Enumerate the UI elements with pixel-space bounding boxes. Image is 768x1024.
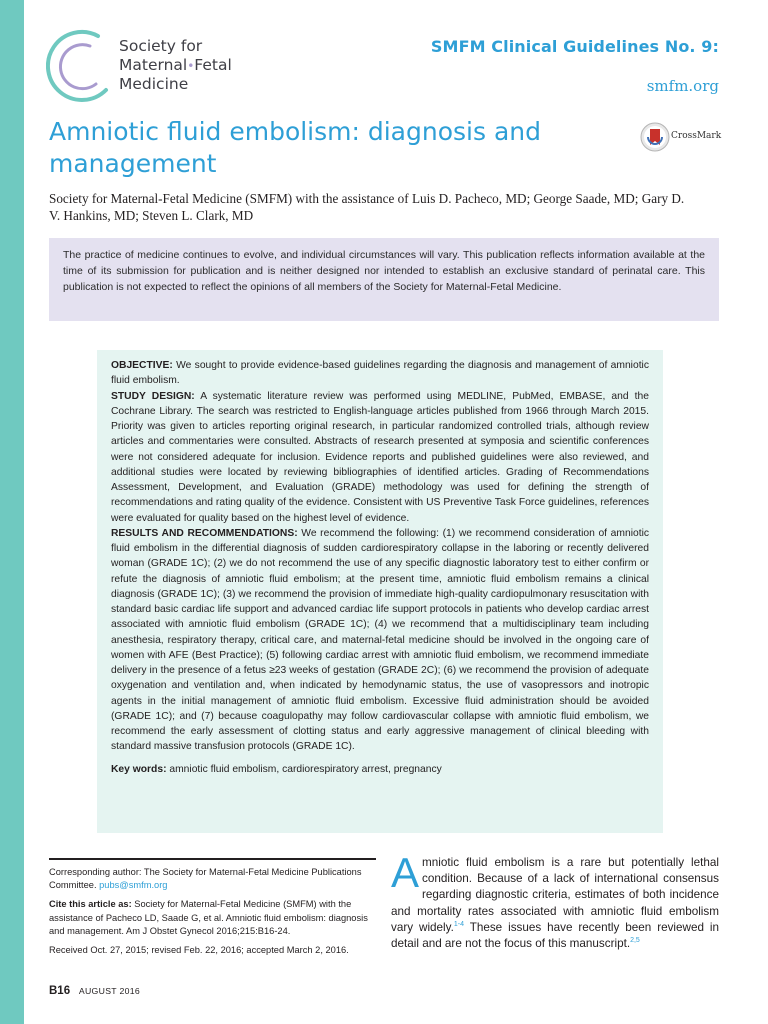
received-dates: Received Oct. 27, 2015; revised Feb. 22, 2016; accepted March 2, 2016. — [49, 945, 349, 956]
reference-link-1[interactable]: 1-4 — [453, 920, 464, 928]
abstract-box — [97, 350, 663, 833]
disclaimer-box — [49, 238, 719, 321]
abstract-study-design — [111, 389, 649, 526]
page-number: B16 — [49, 985, 71, 997]
intro-text-2: These issues have recently been reviewed in detail and are not the focus of this manuscript. — [391, 920, 719, 951]
drop-cap: A — [391, 849, 420, 896]
keywords-text: amniotic fluid embolism, cardiorespiratory arrest, pregnancy — [166, 763, 442, 775]
study-design-heading: STUDY DESIGN: — [111, 390, 195, 402]
footnote-divider — [49, 858, 376, 860]
footnotes — [49, 866, 376, 963]
study-design-text: A systematic literature review was performed using MEDLINE, PubMed, EMBASE, and the Cochrane Library. The search was restricted to English-language articles published from 1966 through March 2015. Priority was given to articles reporting original research, in particular randomized controlled trials, although review articles and commentaries were consulted. Abstracts of research presented at symposia and scientific conferences were not considered adequate for inclusion. Evidence reports and published guidelines were also reviewed, and additional studies were located by reviewing bibliographies of identified articles. Grading of Recommendations Assessment, Development, and Evaluation (GRADE) methodology was used for defining the strength of recommendations and rating quality of the evidence. Consistent with US Preventive Task Force guidelines, references were evaluated for quality based on the highest level of evidence. — [111, 390, 649, 524]
objective-heading: OBJECTIVE: — [111, 360, 173, 371]
smfm-logo[interactable] — [46, 28, 266, 104]
objective-text: We sought to provide evidence-based guidelines regarding the diagnosis and management of amniotic fluid embolism. — [111, 360, 649, 387]
article-authors: Society for Maternal-Fetal Medicine (SMFM) with the assistance of Luis D. Pacheco, MD; George Saade, MD; Gary D. V. Hankins, MD; Steven L. Clark, MD — [49, 191, 685, 223]
reference-link-2[interactable]: 2,5 — [630, 937, 640, 945]
crossmark-label: CrossMark — [671, 131, 722, 141]
left-accent-bar — [0, 0, 24, 1024]
email-link[interactable]: pubs@smfm.org — [99, 880, 168, 891]
article-title: Amniotic fluid embolism: diagnosis and management — [49, 117, 541, 178]
citation-text: Society for Maternal-Fetal Medicine (SMFM) with the assistance of Pacheco LD, Saade G, et al. Amniotic fluid embolism: diagnosis and management. Am J Obstet Gynecol 2016;215:B16-24. — [49, 899, 368, 936]
logo-line-1: Society for — [119, 37, 203, 55]
guideline-series-label: SMFM Clinical Guidelines No. 9: — [430, 37, 719, 56]
results-heading: RESULTS AND RECOMMENDATIONS: — [111, 527, 298, 539]
abstract-objective — [111, 358, 649, 389]
page-footer — [49, 985, 140, 997]
keywords-heading: Key words: — [111, 763, 167, 775]
abstract-results — [111, 526, 649, 755]
crossmark-icon — [640, 122, 670, 152]
citation — [49, 898, 376, 938]
logo-line-2: Maternal•Fetal — [119, 55, 232, 74]
intro-text-1: mniotic fluid embolism is a rare but potentially lethal condition. Because of a lack of international consensus regarding diagnostic criteria, estimates of both incidence and mortality rates associated with amniotic fluid embolism vary widely. — [391, 856, 719, 934]
disclaimer-text: The practice of medicine continues to evolve, and individual circumstances will vary. This publication reflects information available at the time of its submission for publication and is neither designed nor intended to establish an exclusive standard of perinatal care. This publication is not expected to reflect the opinions of all members of the Society for Maternal-Fetal Medicine. — [63, 249, 705, 294]
crossmark-badge[interactable] — [640, 122, 740, 154]
citation-heading: Cite this article as: — [49, 899, 132, 910]
logo-wordmark — [119, 37, 232, 94]
site-link[interactable]: smfm.org — [646, 77, 719, 95]
abstract-keywords — [111, 762, 649, 777]
logo-ring-icon — [46, 28, 118, 104]
logo-line-3: Medicine — [119, 75, 189, 93]
issue-date: AUGUST 2016 — [78, 986, 140, 996]
corresponding-author: Corresponding author: The Society for Maternal-Fetal Medicine Publications Committee. pubs@smfm.org — [49, 867, 362, 891]
results-text: We recommend the following: (1) we recommend consideration of amniotic fluid embolism in the differential diagnosis of sudden cardiorespiratory collapse in the laboring or recently delivered woman (GRADE 1C); (2) we do not recommend the use of any specific diagnostic laboratory test to either confirm or refute the diagnosis of amniotic fluid embolism; at the present time, amniotic fluid embolism remains a clinical diagnosis (GRADE 1C); (3) we recommend the provision of immediate high-quality cardiopulmonary resuscitation with standard basic cardiac life support and advanced cardiac life support protocols in patients who develop cardiac arrest associated with amniotic fluid embolism (GRADE 1C); (4) we recommend that a multidisciplinary team including anesthesia, respiratory therapy, critical care, and maternal-fetal medicine should be involved in the ongoing care of women with AFE (Best Practice); (5) following cardiac arrest with amniotic fluid embolism, we recommend immediate delivery in the presence of a fetus ≥23 weeks of gestation (GRADE 2C); (6) we recommend the provision of adequate oxygenation and ventilation and, when indicated by hemodynamic status, the use of vasopressors and inotropic agents in the initial management of amniotic fluid embolism. Excessive fluid administration should be avoided (GRADE 1C); and (7) because coagulopathy may follow cardiovascular collapse with amniotic fluid embolism, we recommend the early assessment of clotting status and early aggressive management of clinical bleeding with standard massive transfusion protocols (GRADE 1C). — [111, 527, 650, 753]
intro-paragraph — [391, 849, 719, 952]
